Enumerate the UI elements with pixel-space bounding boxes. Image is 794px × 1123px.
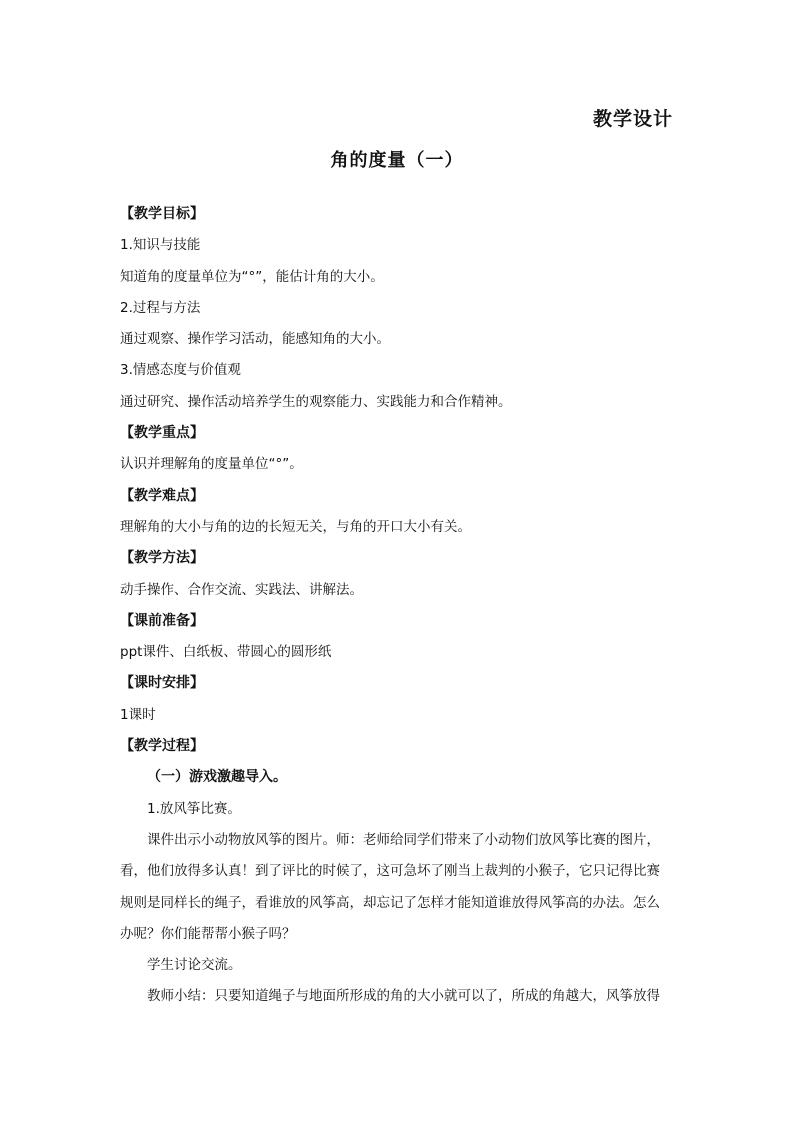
content-line: 通过研究、操作活动培养学生的观察能力、实践能力和合作精神。 bbox=[120, 393, 512, 410]
content-line: 知道角的度量单位为“°”，能估计角的大小。 bbox=[120, 268, 384, 285]
content-line: 理解角的大小与角的边的长短无关，与角的开口大小有关。 bbox=[120, 518, 471, 535]
discussion-line: 学生讨论交流。 bbox=[147, 957, 242, 974]
content-line: 1课时 bbox=[120, 706, 156, 723]
section-heading: 【教学过程】 bbox=[120, 738, 204, 755]
paragraph-line: 课件出示小动物放风筝的图片。师：老师给同学们带来了小动物们放风筝比赛的图片， bbox=[147, 831, 660, 848]
section-heading: 【教学难点】 bbox=[120, 487, 204, 504]
content-line: 1.知识与技能 bbox=[120, 237, 201, 254]
section-heading: 【课前准备】 bbox=[120, 612, 204, 629]
section-heading: 【教学目标】 bbox=[120, 206, 204, 222]
document-type-label: 教学设计 bbox=[592, 108, 673, 130]
paragraph-line: 办呢？你们能帮帮小猴子吗？ bbox=[120, 925, 296, 942]
paragraph-line: 看，他们放得多认真！到了评比的时候了，这可急坏了刚当上裁判的小猴子，它只记得比赛 bbox=[120, 863, 660, 880]
summary-line: 教师小结：只要知道绳子与地面所形成的角的大小就可以了，所成的角越大，风筝放得 bbox=[147, 988, 660, 1005]
section-heading: 【教学方法】 bbox=[120, 550, 204, 567]
paragraph-line: 规则是同样长的绳子，看谁放的风筝高，却忘记了怎样才能知道谁放得风筝高的办法。怎么 bbox=[120, 894, 660, 911]
content-line: 2.过程与方法 bbox=[120, 299, 201, 316]
content-line: 认识并理解角的度量单位“°”。 bbox=[120, 456, 303, 473]
lesson-title: 角的度量（一） bbox=[330, 150, 464, 171]
document-body bbox=[120, 199, 676, 1013]
section-heading: 【教学重点】 bbox=[120, 425, 204, 442]
content-list bbox=[120, 199, 676, 825]
content-line: 3.情感态度与价值观 bbox=[120, 362, 241, 379]
content-line: ppt课件、白纸板、带圆心的圆形纸 bbox=[120, 644, 332, 661]
content-line: 1.放风筝比赛。 bbox=[147, 800, 241, 817]
subsection-heading: （一）游戏激趣导入。 bbox=[147, 769, 287, 786]
content-line: 通过观察、操作学习活动，能感知角的大小。 bbox=[120, 331, 390, 348]
section-heading: 【课时安排】 bbox=[120, 675, 204, 692]
content-line: 动手操作、合作交流、实践法、讲解法。 bbox=[120, 581, 363, 598]
